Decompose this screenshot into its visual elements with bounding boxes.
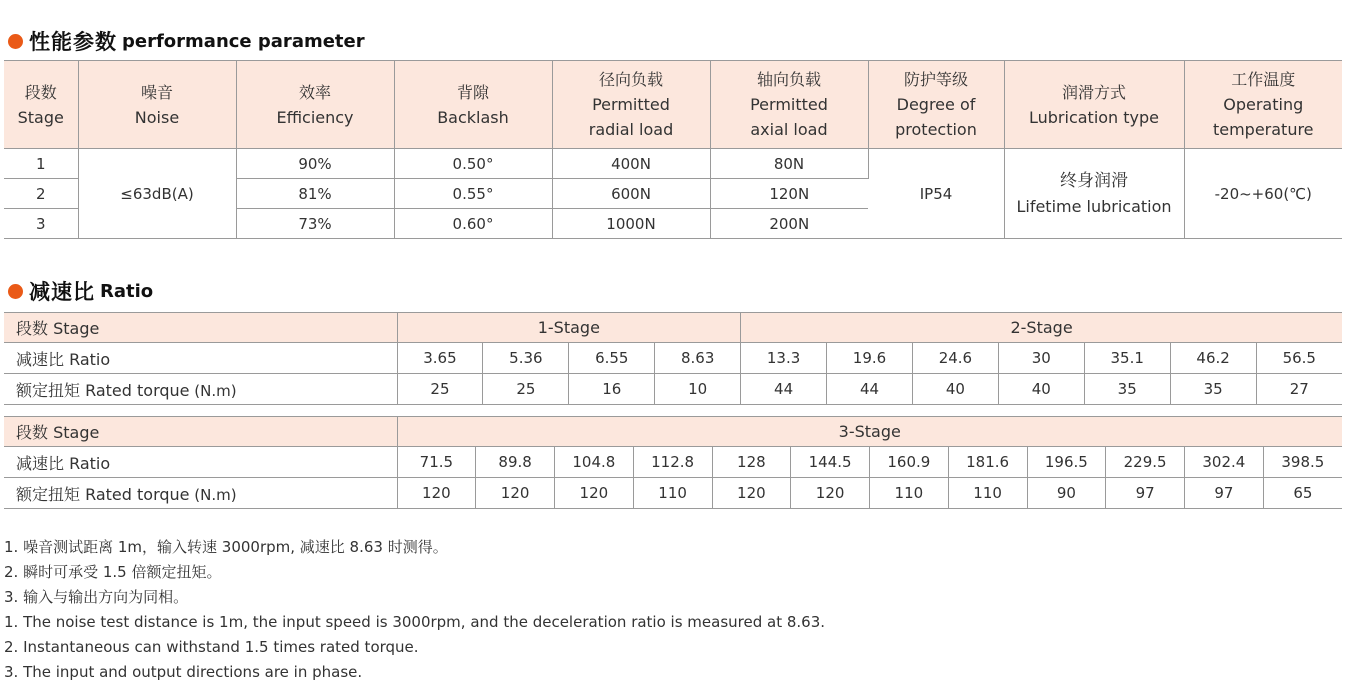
header-backlash: 背隙 Backlash: [394, 61, 552, 149]
ratio-cell: 35.1: [1084, 343, 1170, 374]
ratio-row: [4, 447, 1342, 478]
torque-cell: 120: [712, 478, 791, 509]
ratio-row: [4, 343, 1342, 374]
ratio-cell: 229.5: [1106, 447, 1185, 478]
header-stage: 段数 Stage: [4, 61, 78, 149]
backlash-cell: 0.50°: [394, 149, 552, 179]
performance-header-row: [4, 61, 1342, 149]
ratio-label: 减速比 Ratio: [4, 447, 397, 478]
torque-label: 额定扭矩 Rated torque (N.m): [4, 374, 397, 405]
torque-cell: 25: [483, 374, 569, 405]
radial-load-cell: 400N: [552, 149, 710, 179]
performance-title-zh: 性能参数: [29, 30, 117, 54]
ratio-cell: 46.2: [1170, 343, 1256, 374]
header-axial-load: 轴向负载 Permitted axial load: [710, 61, 868, 149]
torque-row: [4, 478, 1342, 509]
torque-label: 额定扭矩 Rated torque (N.m): [4, 478, 397, 509]
ratio-title-en: Ratio: [100, 280, 154, 302]
ratio-table-3-stage: [4, 416, 1342, 509]
stage-label: 段数 Stage: [4, 417, 397, 447]
performance-table: [4, 60, 1342, 239]
efficiency-cell: 90%: [236, 149, 394, 179]
torque-cell: 44: [741, 374, 827, 405]
bullet-dot-icon: [8, 284, 23, 299]
torque-row: [4, 374, 1342, 405]
torque-cell: 27: [1256, 374, 1342, 405]
backlash-cell: 0.55°: [394, 179, 552, 209]
stage-2-header: 2-Stage: [741, 313, 1342, 343]
lubrication-cell: 终身润滑 Lifetime lubrication: [1004, 149, 1184, 239]
torque-cell: 44: [827, 374, 913, 405]
torque-cell: 35: [1084, 374, 1170, 405]
bullet-dot-icon: [8, 34, 23, 49]
header-noise: 噪音 Noise: [78, 61, 236, 149]
ratio-cell: 104.8: [555, 447, 634, 478]
noise-cell: ≤63dB(A): [78, 149, 236, 239]
stage-1-header: 1-Stage: [397, 313, 741, 343]
temperature-cell: -20~+60(℃): [1184, 149, 1342, 239]
note-line: 1. 噪音测试距离 1m，输入转速 3000rpm, 减速比 8.63 时测得。: [4, 538, 448, 556]
torque-cell: 35: [1170, 374, 1256, 405]
ratio-cell: 30: [998, 343, 1084, 374]
ratio-title-zh: 减速比: [29, 280, 95, 304]
ratio-cell: 128: [712, 447, 791, 478]
efficiency-cell: 81%: [236, 179, 394, 209]
stage-label: 段数 Stage: [4, 313, 397, 343]
ratio-cell: 196.5: [1027, 447, 1106, 478]
ratio-section-title: [8, 276, 153, 306]
torque-cell: 40: [998, 374, 1084, 405]
header-protection: 防护等级 Degree of protection: [868, 61, 1004, 149]
axial-load-cell: 120N: [710, 179, 868, 209]
efficiency-cell: 73%: [236, 209, 394, 239]
ratio-cell: 8.63: [655, 343, 741, 374]
torque-cell: 120: [476, 478, 555, 509]
ratio-cell: 19.6: [827, 343, 913, 374]
torque-cell: 97: [1106, 478, 1185, 509]
ratio-cell: 24.6: [912, 343, 998, 374]
axial-load-cell: 80N: [710, 149, 868, 179]
stage-cell: 3: [4, 209, 78, 239]
table-row: [4, 149, 1342, 179]
notes: [4, 535, 825, 685]
ratio-cell: 56.5: [1256, 343, 1342, 374]
torque-cell: 90: [1027, 478, 1106, 509]
torque-cell: 110: [948, 478, 1027, 509]
note-line: 2. Instantaneous can withstand 1.5 times rated torque.: [4, 638, 419, 656]
torque-cell: 65: [1263, 478, 1342, 509]
ratio-cell: 302.4: [1185, 447, 1264, 478]
ratio-label: 减速比 Ratio: [4, 343, 397, 374]
ratio-cell: 398.5: [1263, 447, 1342, 478]
header-efficiency: 效率 Efficiency: [236, 61, 394, 149]
note-line: 3. 输入与输出方向为同相。: [4, 588, 189, 606]
ratio-cell: 181.6: [948, 447, 1027, 478]
backlash-cell: 0.60°: [394, 209, 552, 239]
torque-cell: 120: [397, 478, 476, 509]
axial-load-cell: 200N: [710, 209, 868, 239]
torque-cell: 97: [1185, 478, 1264, 509]
torque-cell: 110: [870, 478, 949, 509]
stage-cell: 1: [4, 149, 78, 179]
protection-cell: IP54: [868, 149, 1004, 239]
radial-load-cell: 600N: [552, 179, 710, 209]
ratio-cell: 3.65: [397, 343, 483, 374]
ratio-table-1-2-stage: [4, 312, 1342, 405]
stage-3-header: 3-Stage: [397, 417, 1342, 447]
ratio-cell: 13.3: [741, 343, 827, 374]
performance-title-en: performance parameter: [122, 30, 365, 52]
torque-cell: 110: [633, 478, 712, 509]
note-line: 3. The input and output directions are in phase.: [4, 663, 363, 681]
ratio-cell: 5.36: [483, 343, 569, 374]
header-lubrication: 润滑方式 Lubrication type: [1004, 61, 1184, 149]
ratio-cell: 112.8: [633, 447, 712, 478]
ratio-cell: 160.9: [870, 447, 949, 478]
ratio-cell: 89.8: [476, 447, 555, 478]
torque-cell: 16: [569, 374, 655, 405]
header-radial-load: 径向负载 Permitted radial load: [552, 61, 710, 149]
torque-cell: 120: [555, 478, 634, 509]
torque-cell: 10: [655, 374, 741, 405]
torque-cell: 40: [912, 374, 998, 405]
ratio-cell: 144.5: [791, 447, 870, 478]
header-temperature: 工作温度 Operating temperature: [1184, 61, 1342, 149]
performance-section-title: [8, 26, 365, 56]
stage-row: [4, 417, 1342, 447]
stage-row: [4, 313, 1342, 343]
ratio-cell: 71.5: [397, 447, 476, 478]
stage-cell: 2: [4, 179, 78, 209]
ratio-cell: 6.55: [569, 343, 655, 374]
note-line: 1. The noise test distance is 1m, the input speed is 3000rpm, and the deceleration ratio is measured at 8.63.: [4, 613, 826, 631]
torque-cell: 25: [397, 374, 483, 405]
torque-cell: 120: [791, 478, 870, 509]
radial-load-cell: 1000N: [552, 209, 710, 239]
note-line: 2. 瞬时可承受 1.5 倍额定扭矩。: [4, 563, 222, 581]
